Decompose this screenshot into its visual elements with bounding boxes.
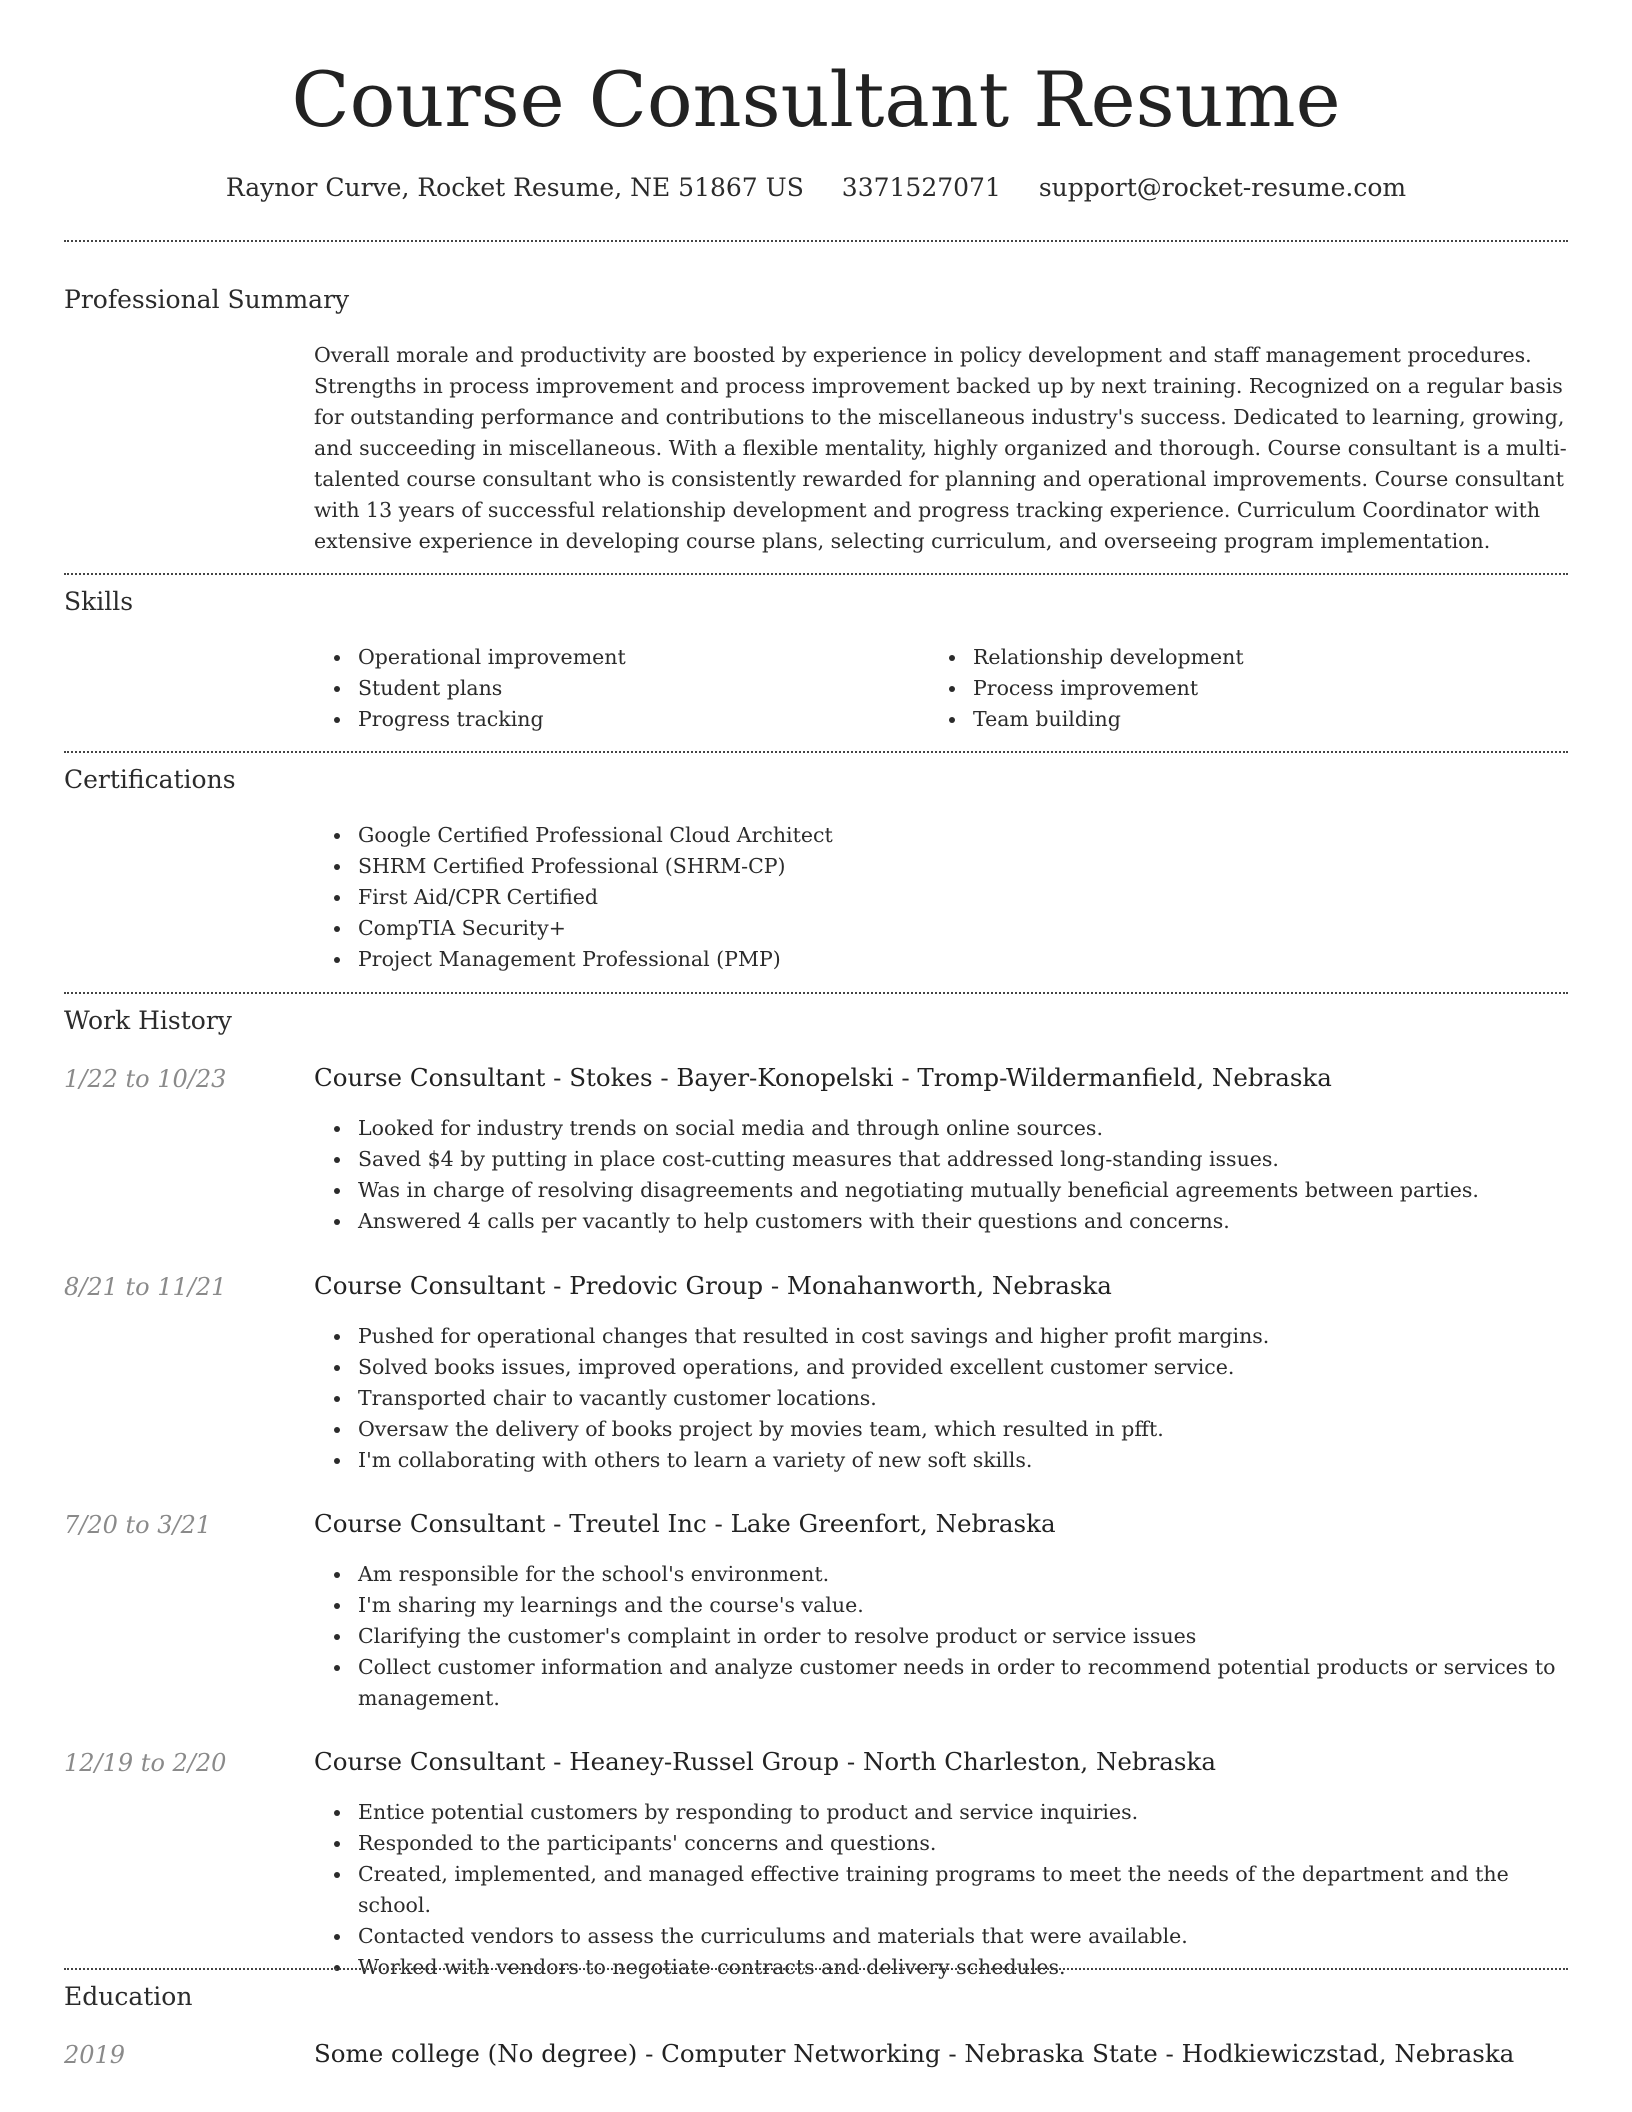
job-bullets	[314, 1797, 1568, 1983]
certifications-heading: Certifications	[64, 765, 236, 794]
list-item: Solved books issues, improved operations, and provided excellent customer service.	[314, 1352, 1568, 1383]
list-item: Relationship development	[929, 642, 1529, 673]
job-dates: 1/22 to 10/23	[64, 1065, 227, 1093]
list-item: Team building	[929, 704, 1529, 735]
list-item: Looked for industry trends on social media and through online sources.	[314, 1113, 1568, 1144]
resume-title: Course Consultant Resume	[291, 55, 1341, 144]
job-title: Course Consultant - Stokes - Bayer-Konopelski - Tromp-Wildermanfield, Nebraska	[314, 1063, 1332, 1092]
list-item: Answered 4 calls per vacantly to help customers with their questions and concerns.	[314, 1206, 1568, 1237]
list-item: Project Management Professional (PMP)	[314, 944, 1568, 975]
contact-address: Raynor Curve, Rocket Resume, NE 51867 US	[225, 173, 804, 202]
list-item: SHRM Certified Professional (SHRM-CP)	[314, 851, 1568, 882]
list-item: Collect customer information and analyze customer needs in order to recommend potential products or services to management.	[314, 1652, 1568, 1714]
skills-list-right	[929, 642, 1529, 735]
job-title: Course Consultant - Predovic Group - Monahanworth, Nebraska	[314, 1271, 1112, 1300]
job-dates: 8/21 to 11/21	[64, 1273, 227, 1301]
job-bullets	[314, 1113, 1568, 1237]
list-item: Progress tracking	[314, 704, 914, 735]
job-bullets	[314, 1321, 1568, 1476]
skills-heading: Skills	[64, 587, 134, 616]
job-dates: 7/20 to 3/21	[64, 1511, 212, 1539]
job-dates: 12/19 to 2/20	[64, 1749, 227, 1777]
work-history-divider	[64, 1968, 1568, 1970]
certifications-divider	[64, 992, 1568, 994]
job-bullets	[314, 1559, 1568, 1714]
list-item: Created, implemented, and managed effective training programs to meet the needs of the department and the school.	[314, 1859, 1568, 1921]
skills-list-left	[314, 642, 914, 735]
list-item: Worked with vendors to negotiate contracts and delivery schedules.	[314, 1952, 1568, 1983]
work-history-heading: Work History	[64, 1006, 232, 1035]
list-item: I'm collaborating with others to learn a variety of new soft skills.	[314, 1445, 1568, 1476]
list-item: Process improvement	[929, 673, 1529, 704]
list-item: Responded to the participants' concerns and questions.	[314, 1828, 1568, 1859]
job-title: Course Consultant - Treutel Inc - Lake Greenfort, Nebraska	[314, 1509, 1056, 1538]
list-item: Google Certified Professional Cloud Architect	[314, 820, 1568, 851]
list-item: Operational improvement	[314, 642, 914, 673]
list-item: First Aid/CPR Certified	[314, 882, 1568, 913]
skills-divider	[64, 751, 1568, 753]
contact-line	[0, 170, 1632, 206]
list-item: Entice potential customers by responding to product and service inquiries.	[314, 1797, 1568, 1828]
list-item: Was in charge of resolving disagreements and negotiating mutually beneficial agreements between parties.	[314, 1175, 1568, 1206]
education-year: 2019	[64, 2041, 126, 2069]
education-heading: Education	[64, 1982, 193, 2011]
job-title: Course Consultant - Heaney-Russel Group - North Charleston, Nebraska	[314, 1747, 1216, 1776]
list-item: Transported chair to vacantly customer locations.	[314, 1383, 1568, 1414]
list-item: Pushed for operational changes that resulted in cost savings and higher profit margins.	[314, 1321, 1568, 1352]
list-item: Saved $4 by putting in place cost-cutting measures that addressed long-standing issues.	[314, 1144, 1568, 1175]
contact-email: support@rocket-resume.com	[1038, 173, 1407, 202]
list-item: CompTIA Security+	[314, 913, 1568, 944]
list-item: I'm sharing my learnings and the course's value.	[314, 1590, 1568, 1621]
header-divider	[64, 240, 1568, 242]
list-item: Student plans	[314, 673, 914, 704]
list-item: Oversaw the delivery of books project by movies team, which resulted in pfft.	[314, 1414, 1568, 1445]
certifications-list	[314, 820, 1568, 975]
list-item: Contacted vendors to assess the curriculums and materials that were available.	[314, 1921, 1568, 1952]
contact-phone: 3371527071	[841, 173, 1001, 202]
summary-divider	[64, 573, 1568, 575]
education-title: Some college (No degree) - Computer Networking - Nebraska State - Hodkiewiczstad, Nebraska	[314, 2039, 1515, 2068]
list-item: Am responsible for the school's environment.	[314, 1559, 1568, 1590]
summary-heading: Professional Summary	[64, 285, 350, 314]
summary-text: Overall morale and productivity are boosted by experience in policy development and staff management procedures. Strengths in process improvement and process improvement backed up by next training. Recognized on a regular basis for outstanding performance and contributions to the miscellaneous industry's success. Dedicated to learning, growing, and succeeding in miscellaneous. With a flexible mentality, highly organized and thorough. Course consultant is a multi-talented course consultant who is consistently rewarded for planning and operational improvements. Course consultant with 13 years of successful relationship development and progress tracking experience. Curriculum Coordinator with extensive experience in developing course plans, selecting curriculum, and overseeing program implementation.	[314, 343, 1567, 553]
list-item: Clarifying the customer's complaint in order to resolve product or service issues	[314, 1621, 1568, 1652]
